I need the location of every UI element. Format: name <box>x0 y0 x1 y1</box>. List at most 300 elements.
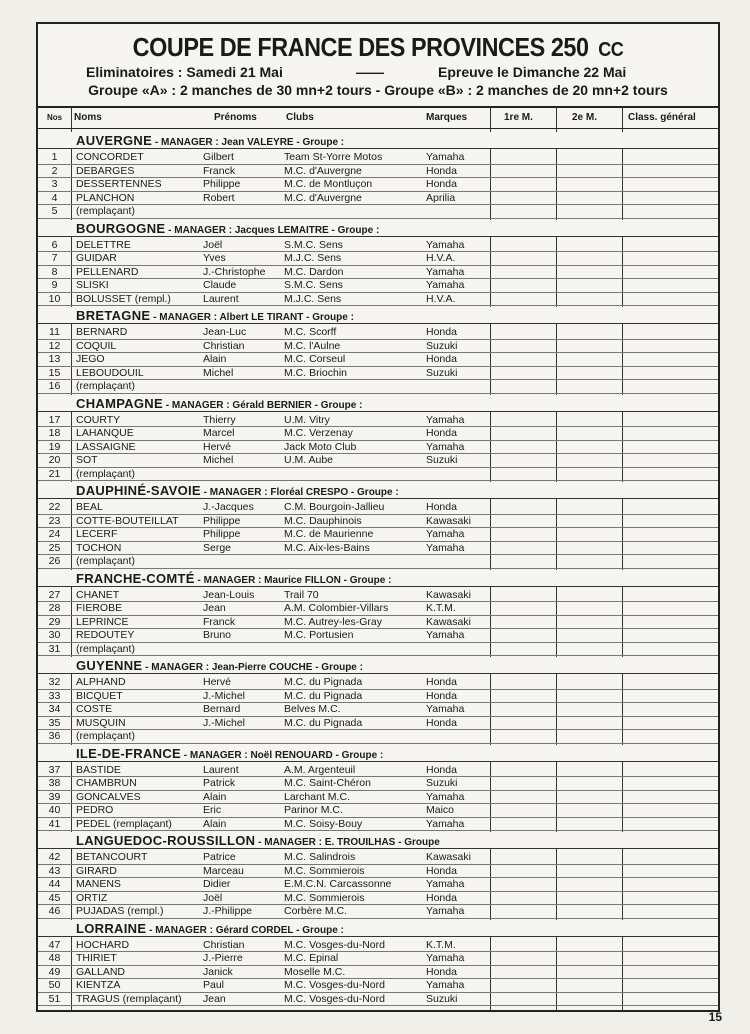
rider-brand: Honda <box>426 965 457 978</box>
rider-brand: Suzuki <box>426 366 458 379</box>
rider-brand: Yamaha <box>426 817 465 830</box>
region-manager: MANAGER : Albert LE TIRANT - Groupe : <box>159 312 354 323</box>
subtitle-dash: —— <box>356 64 384 80</box>
rider-brand: Honda <box>426 864 457 877</box>
rider-name: (remplaçant) <box>76 642 135 655</box>
region-name: BOURGOGNE <box>76 220 166 236</box>
region-name: LANGUEDOC-ROUSSILLON <box>76 833 256 848</box>
rider-number: 36 <box>48 730 61 742</box>
region-separator: - <box>150 312 160 323</box>
table-row <box>38 892 718 906</box>
rider-club: M.C. Autrey-les-Gray <box>284 615 383 628</box>
table-row <box>38 340 718 354</box>
table-row <box>38 791 718 805</box>
rider-firstname: Claude <box>203 279 237 291</box>
rider-name: MANENS <box>76 878 121 890</box>
rider-name: COSTE <box>76 703 113 715</box>
rider-club: M.C. du Pignada <box>284 676 363 688</box>
region-header <box>38 745 718 762</box>
rider-number: 2 <box>51 164 58 177</box>
table-row <box>38 515 718 529</box>
rider-club: Belves M.C. <box>284 703 341 715</box>
table-row <box>38 966 718 980</box>
rider-name: CHAMBRUN <box>76 777 137 789</box>
rider-name: LASSAIGNE <box>76 440 136 453</box>
rider-club: C.M. Bourgoin-Jallieu <box>284 501 385 513</box>
rider-club: Moselle M.C. <box>284 965 346 978</box>
table-row <box>38 178 718 192</box>
rider-brand: Honda <box>426 178 457 190</box>
table-row <box>38 589 718 603</box>
table-row <box>38 266 718 280</box>
rider-club: M.C. Vosges-du-Nord <box>284 992 385 1005</box>
rider-name: MUSQUIN <box>76 716 126 729</box>
table-row <box>38 818 718 832</box>
rider-club: M.C. Epinal <box>284 952 339 964</box>
rider-club: M.C. de Maurienne <box>284 528 374 540</box>
region-header <box>38 307 718 324</box>
table-row <box>38 602 718 616</box>
rider-name: BETANCOURT <box>76 851 148 863</box>
rider-firstname: Michel <box>203 366 234 379</box>
rider-club: M.C. d'Auvergne <box>284 164 362 177</box>
table-row <box>38 427 718 441</box>
rider-name: (remplaçant) <box>76 380 135 392</box>
sheet-header <box>38 24 718 108</box>
rider-name: (remplaçant) <box>76 555 135 567</box>
region-header <box>38 220 718 237</box>
table-row <box>38 804 718 818</box>
rider-firstname: Joël <box>203 891 223 904</box>
rider-brand: Honda <box>426 353 457 365</box>
table-row <box>38 616 718 630</box>
col-classement: Class. général <box>628 112 696 123</box>
region-manager: MANAGER : Gérald BERNIER - Groupe : <box>171 399 363 411</box>
rider-club: M.C. Dauphinois <box>284 514 362 527</box>
rider-number: 22 <box>48 501 61 513</box>
rider-name: PLANCHON <box>76 191 135 204</box>
rider-firstname: Joël <box>203 238 223 251</box>
rider-club: M.C. Vosges-du-Nord <box>284 979 385 991</box>
rider-club: M.C. Verzenay <box>284 427 353 439</box>
rider-firstname: Philippe <box>203 528 241 540</box>
col-clubs: Clubs <box>286 112 314 123</box>
rider-brand: K.T.M. <box>426 602 456 614</box>
rider-number: 43 <box>48 864 61 877</box>
region-header <box>38 395 718 412</box>
rider-number: 20 <box>48 454 61 466</box>
table-row <box>38 730 718 744</box>
rider-name: COQUIL <box>76 339 117 352</box>
rider-club: Team St-Yorre Motos <box>284 151 383 163</box>
rider-name: COTTE-BOUTEILLAT <box>76 514 179 527</box>
rider-name: BICQUET <box>76 689 123 702</box>
rider-name: KIENTZA <box>76 979 121 991</box>
rider-firstname: Eric <box>203 804 222 816</box>
table-row <box>38 703 718 717</box>
table-row <box>38 629 718 643</box>
rider-firstname: Jean <box>203 602 226 614</box>
rider-firstname: Philippe <box>203 514 241 527</box>
rider-club: Trail 70 <box>284 588 319 601</box>
rider-name: TOCHON <box>76 541 122 554</box>
rider-number: 11 <box>49 326 60 338</box>
table-row <box>38 326 718 340</box>
rider-number: 29 <box>48 615 61 628</box>
rider-name: ORTIZ <box>76 891 108 904</box>
table-row <box>38 777 718 791</box>
col-manche-2: 2e M. <box>572 112 598 123</box>
rider-name: LEPRINCE <box>76 615 129 628</box>
rider-firstname: Marcel <box>203 427 235 439</box>
rider-brand: Yamaha <box>426 440 465 453</box>
table-row <box>38 979 718 993</box>
rider-club: M.C. du Pignada <box>284 689 363 702</box>
rider-firstname: Christian <box>203 339 245 352</box>
rider-firstname: Franck <box>203 164 236 177</box>
col-nos: Nos <box>46 113 63 122</box>
rider-name: GALLAND <box>76 965 126 978</box>
rider-number: 23 <box>48 514 61 527</box>
rider-name: DEBARGES <box>76 164 135 177</box>
region-name: LORRAINE <box>76 920 147 936</box>
rider-number: 7 <box>51 252 58 264</box>
table-row <box>38 676 718 690</box>
col-marques: Marques <box>426 112 468 123</box>
rider-firstname: Marceau <box>203 864 244 877</box>
rider-brand: Yamaha <box>426 541 465 554</box>
region-header <box>38 132 718 149</box>
eliminatoires-date: Eliminatoires : Samedi 21 Mai <box>86 64 283 80</box>
table-row <box>38 441 718 455</box>
rider-number: 24 <box>48 528 61 540</box>
rider-firstname: Alain <box>203 790 227 803</box>
rider-brand: Honda <box>426 164 457 177</box>
rider-name: GONCALVES <box>76 790 141 803</box>
rider-name: BERNARD <box>76 326 128 338</box>
table-row <box>38 851 718 865</box>
rider-club: M.C. Sommierois <box>284 864 365 877</box>
rider-name: CONCORDET <box>76 151 144 163</box>
rider-name: LECERF <box>76 528 118 540</box>
col-prenoms: Prénoms <box>214 112 257 123</box>
rider-club: M.C. Briochin <box>284 366 348 379</box>
table-row <box>38 643 718 657</box>
rider-number: 3 <box>51 178 58 190</box>
rider-number: 4 <box>51 191 58 204</box>
rider-number: 1 <box>51 151 58 163</box>
rider-brand: Maico <box>426 804 455 816</box>
rider-brand: Honda <box>426 716 457 729</box>
table-row <box>38 380 718 394</box>
rider-number: 16 <box>48 380 61 392</box>
region-name: DAUPHINÉ-SAVOIE <box>76 483 201 498</box>
rider-firstname: Serge <box>203 541 232 554</box>
rider-brand: Yamaha <box>426 265 465 278</box>
rider-number: 10 <box>48 292 61 305</box>
rider-name: GIRARD <box>76 864 117 877</box>
region-separator: - <box>181 749 190 761</box>
region-separator: - <box>194 574 204 586</box>
rider-club: A.M. Argenteuil <box>284 763 356 776</box>
rider-club: M.C. Portusien <box>284 629 354 641</box>
rider-brand: K.T.M. <box>426 938 456 951</box>
rider-number: 41 <box>48 817 61 830</box>
rider-firstname: Hervé <box>203 440 232 453</box>
rider-brand: Aprilia <box>426 191 456 204</box>
rider-brand: Yamaha <box>426 703 465 715</box>
rider-brand: Yamaha <box>426 413 465 426</box>
region-manager: MANAGER : Maurice FILLON - Groupe : <box>203 574 392 586</box>
rider-name: BOLUSSET (rempl.) <box>76 292 171 305</box>
rider-brand: Honda <box>426 501 457 513</box>
region-name: AUVERGNE <box>76 133 153 148</box>
rider-name: PEDRO <box>76 804 114 816</box>
table-row <box>38 993 718 1007</box>
rider-number: 15 <box>48 366 61 379</box>
rider-firstname: Yves <box>203 252 226 264</box>
rider-number: 39 <box>48 790 61 803</box>
rider-number: 8 <box>51 265 58 278</box>
rider-brand: Honda <box>426 891 457 904</box>
epreuve-date: Epreuve le Dimanche 22 Mai <box>438 64 627 80</box>
table-row <box>38 239 718 253</box>
table-row <box>38 414 718 428</box>
region-header <box>38 920 718 937</box>
region-name: FRANCHE-COMTÉ <box>76 570 195 586</box>
rider-club: U.M. Aube <box>284 454 334 466</box>
rider-firstname: Michel <box>203 454 234 466</box>
rider-brand: Suzuki <box>426 339 458 352</box>
region-manager: MANAGER : Jacques LEMAITRE - Groupe : <box>174 224 380 236</box>
rider-brand: Yamaha <box>426 629 465 641</box>
rider-name: (remplaçant) <box>76 467 135 480</box>
rider-number: 49 <box>48 965 61 978</box>
title-text: COUPE DE FRANCE DES PROVINCES 250 <box>132 32 589 62</box>
rider-number: 32 <box>48 676 61 688</box>
rider-club: A.M. Colombier-Villars <box>284 602 389 614</box>
rider-number: 5 <box>51 205 58 217</box>
rider-number: 21 <box>48 467 61 480</box>
rider-brand: Yamaha <box>426 979 465 991</box>
rider-brand: Yamaha <box>426 151 465 163</box>
region-name: CHAMPAGNE <box>76 395 163 411</box>
region-header <box>38 832 718 849</box>
rider-name: REDOUTEY <box>76 629 135 641</box>
region-manager: MANAGER : Jean VALEYRE - Groupe : <box>160 137 345 148</box>
table-row <box>38 367 718 381</box>
rider-club: M.C. Soisy-Bouy <box>284 817 363 830</box>
rider-club: Parinor M.C. <box>284 804 343 816</box>
rider-name: PUJADAS (rempl.) <box>76 905 164 917</box>
table-row <box>38 353 718 367</box>
region-manager: MANAGER : Noël RENOUARD - Groupe : <box>189 749 384 761</box>
rider-number: 28 <box>48 602 61 614</box>
rider-firstname: Jean-Luc <box>203 326 247 338</box>
rider-name: LEBOUDOUIL <box>76 366 144 379</box>
rider-firstname: Patrick <box>203 777 236 789</box>
table-row <box>38 192 718 206</box>
rider-brand: Honda <box>426 676 457 688</box>
region-separator: - <box>255 837 265 848</box>
rider-club: Jack Moto Club <box>284 440 357 453</box>
table-row <box>38 454 718 468</box>
table-row <box>38 293 718 307</box>
rider-brand: Kawasaki <box>426 615 471 628</box>
table-row <box>38 690 718 704</box>
col-manche-1: 1re M. <box>504 112 533 123</box>
table-row <box>38 501 718 515</box>
rider-brand: Yamaha <box>426 878 465 890</box>
rider-firstname: Franck <box>203 615 236 628</box>
rider-brand: Kawasaki <box>426 851 471 863</box>
rider-number: 31 <box>48 642 61 655</box>
rider-firstname: J.-Philippe <box>203 905 253 917</box>
rider-brand: Honda <box>426 326 457 338</box>
rider-name: LAHANQUE <box>76 427 134 439</box>
rider-number: 18 <box>48 427 61 439</box>
table-row <box>38 764 718 778</box>
rider-name: COURTY <box>76 413 121 426</box>
rider-number: 45 <box>48 891 61 904</box>
region-separator: - <box>152 137 161 148</box>
rider-firstname: J.-Christophe <box>203 265 266 278</box>
rider-brand: Yamaha <box>426 528 465 540</box>
rider-name: BEAL <box>76 501 103 513</box>
rider-firstname: Paul <box>203 979 225 991</box>
rider-firstname: Janick <box>203 965 233 978</box>
groups-format: Groupe «A» : 2 manches de 30 mn+2 tours - Groupe «B» : 2 manches de 20 mn+2 tours <box>88 82 668 98</box>
rider-club: M.C. d'Auvergne <box>284 191 362 204</box>
rider-club: S.M.C. Sens <box>284 279 343 291</box>
rider-firstname: Christian <box>203 938 245 951</box>
rider-name: SOT <box>76 454 98 466</box>
rider-brand: Suzuki <box>426 454 458 466</box>
region-header <box>38 657 718 674</box>
rider-name: THIRIET <box>76 952 117 964</box>
table-row <box>38 939 718 953</box>
rider-brand: Honda <box>426 763 457 776</box>
rider-firstname: J.-Michel <box>203 689 246 702</box>
rider-club: M.C. Scorff <box>284 326 337 338</box>
rider-brand: Kawasaki <box>426 588 471 601</box>
rider-brand: Yamaha <box>426 279 465 291</box>
rider-firstname: Didier <box>203 878 231 890</box>
table-row <box>38 865 718 879</box>
rider-club: M.C. Corseul <box>284 353 346 365</box>
rider-club: Larchant M.C. <box>284 790 350 803</box>
region-header <box>38 570 718 587</box>
rider-number: 33 <box>48 689 61 702</box>
rider-number: 30 <box>48 629 61 641</box>
rider-brand: H.V.A. <box>426 292 456 305</box>
rider-name: BASTIDE <box>76 763 121 776</box>
region-manager: MANAGER : Floréal CRESPO - Groupe : <box>209 487 399 498</box>
rider-number: 6 <box>51 238 58 251</box>
rider-brand: Honda <box>426 689 457 702</box>
rider-name: (remplaçant) <box>76 205 135 217</box>
table-row <box>38 717 718 731</box>
rider-brand: Yamaha <box>426 790 465 803</box>
table-row <box>38 252 718 266</box>
rider-firstname: Bernard <box>203 703 241 715</box>
rider-brand: Yamaha <box>426 905 465 917</box>
rider-firstname: Patrice <box>203 851 236 863</box>
rider-name: PEDEL (remplaçant) <box>76 817 172 830</box>
rider-number: 51 <box>48 992 61 1005</box>
region-separator: - <box>146 924 156 936</box>
rider-brand: Honda <box>426 427 457 439</box>
rider-name: HOCHARD <box>76 938 130 951</box>
col-noms: Noms <box>74 112 102 123</box>
rider-firstname: J.-Pierre <box>203 952 243 964</box>
rider-club: M.J.C. Sens <box>284 252 342 264</box>
table-row <box>38 555 718 569</box>
table-row <box>38 528 718 542</box>
rider-number: 44 <box>48 878 61 890</box>
rider-name: GUIDAR <box>76 252 117 264</box>
rider-firstname: Hervé <box>203 676 232 688</box>
rider-club: M.C. Salindrois <box>284 851 356 863</box>
rider-number: 37 <box>48 763 61 776</box>
table-row <box>38 205 718 219</box>
region-manager: MANAGER : Jean-Pierre COUCHE - Groupe : <box>151 662 363 673</box>
rider-brand: Kawasaki <box>426 514 471 527</box>
rider-firstname: J.-Michel <box>203 716 246 729</box>
rider-club: Corbère M.C. <box>284 905 348 917</box>
region-separator: - <box>142 662 152 673</box>
rider-number: 17 <box>48 413 61 426</box>
rider-club: S.M.C. Sens <box>284 238 343 251</box>
rider-number: 34 <box>48 703 61 715</box>
rider-number: 19 <box>48 440 61 453</box>
table-row <box>38 468 718 482</box>
rider-name: PELLENARD <box>76 265 139 278</box>
rider-name: CHANET <box>76 588 120 601</box>
rider-firstname: Robert <box>203 191 235 204</box>
rider-club: U.M. Vitry <box>284 413 330 426</box>
rider-firstname: Alain <box>203 817 227 830</box>
rider-name: (remplaçant) <box>76 730 135 742</box>
rider-number: 13 <box>48 353 61 365</box>
region-manager: MANAGER : E. TROUILHAS - Groupe <box>264 837 440 848</box>
rider-number: 42 <box>48 851 61 863</box>
results-sheet <box>36 22 720 1012</box>
rider-name: SLISKI <box>76 279 109 291</box>
rider-brand: Yamaha <box>426 952 465 964</box>
rider-number: 40 <box>48 804 61 816</box>
rider-firstname: Alain <box>203 353 227 365</box>
page-number: 15 <box>708 1010 722 1024</box>
rider-name: DELETTRE <box>76 238 131 251</box>
rider-club: M.J.C. Sens <box>284 292 342 305</box>
table-row <box>38 151 718 165</box>
rider-number: 25 <box>48 541 61 554</box>
rider-brand: H.V.A. <box>426 252 456 264</box>
rider-number: 38 <box>48 777 61 789</box>
rider-number: 47 <box>48 938 61 951</box>
table-row <box>38 542 718 556</box>
rider-club: M.C. Saint-Chéron <box>284 777 371 789</box>
rider-number: 46 <box>48 905 61 917</box>
region-manager: MANAGER : Gérard CORDEL - Groupe : <box>155 924 344 936</box>
table-row <box>38 279 718 293</box>
rider-name: ALPHAND <box>76 676 126 688</box>
title-unit: CC <box>598 39 624 61</box>
column-header-row <box>38 108 718 129</box>
rider-brand: Suzuki <box>426 777 458 789</box>
rider-firstname: Jean <box>203 992 226 1005</box>
